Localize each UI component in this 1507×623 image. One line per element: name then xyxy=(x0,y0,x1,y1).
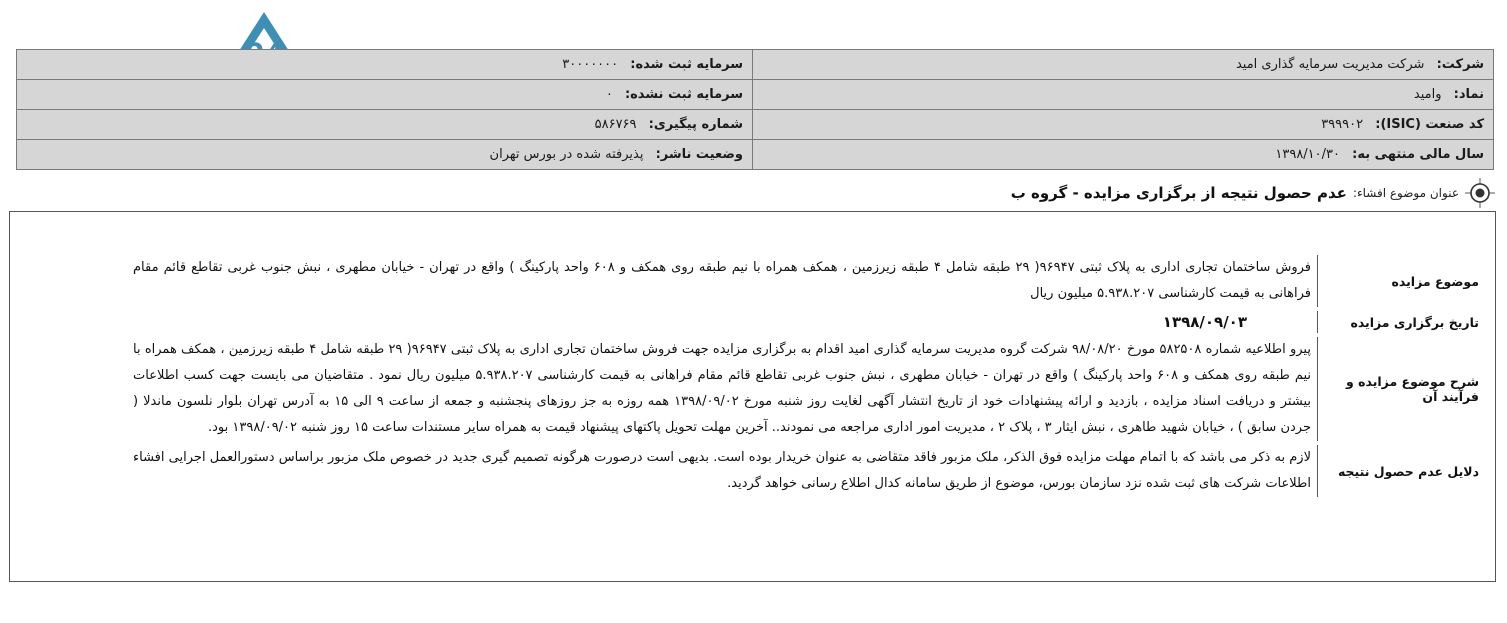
detail-label: تاریخ برگزاری مزایده xyxy=(1317,311,1483,333)
detail-row-description xyxy=(133,337,1483,441)
target-bullet-icon xyxy=(1465,178,1495,208)
symbol-cell xyxy=(753,80,1494,110)
detail-rows xyxy=(133,255,1483,501)
company-value: شرکت مدیریت سرمایه گذاری امید xyxy=(1235,57,1425,72)
symbol-value: وامید xyxy=(1413,87,1442,102)
detail-label: دلایل عدم حصول نتیجه xyxy=(1317,445,1483,497)
unregistered-capital-cell xyxy=(17,80,753,110)
tracking-number-label: شماره پیگیری: xyxy=(648,117,743,132)
publisher-status-cell xyxy=(17,140,753,170)
info-row xyxy=(17,110,1494,140)
isic-cell xyxy=(753,110,1494,140)
company-cell xyxy=(753,50,1494,80)
detail-row-date xyxy=(133,311,1483,333)
publisher-status-value: پذیرفته شده در بورس تهران xyxy=(489,147,644,162)
registered-capital-value: ۳۰۰۰۰۰۰۰ xyxy=(562,57,619,72)
detail-text: پیرو اطلاعیه شماره ۵۸۲۵۰۸ مورخ ۹۸/۰۸/۲۰ شرکت گروه مدیریت سرمایه گذاری امید اقدام به برگزاری مزایده جهت فروش ساختمان تجاری اداری به پلاک ثبتی ۹۶۹۴۷( ۲۹ طبقه شامل ۴ طبقه زیرزمین ، همکف همراه با نیم طبقه روی همکف و ۶۰۸ واحد پارکینگ ) واقع در تهران - خیابان مطهری ، نبش جنوب غربی تقاطع قائم مقام فراهانی به قیمت کارشناسی ۵.۹۳۸.۲۰۷ میلیون ریال نمود . متقاضیان می بایست جهت کسب اطلاعات بیشتر و دریافت اسناد مزایده ، بازدید و ارائه پیشنهادات خود از تاریخ انتشار آگهی لغایت روز شنبه مورخ ۱۳۹۸/۰۹/۰۲ همه روزه به جز روزهای پنجشنبه و جمعه از ساعت ۹ الی ۱۵ به آدرس تهران بلوار نلسون ماندلا ( جردن سابق ) ، خیابان شهید طاهری ، نبش ایثار ۳ ، پلاک ۲ ، مدیریت امور اداری مراجعه می نمودند.. آخرین مهلت تحویل پاکتهای پیشنهاد قیمت به همراه سایر مستندات ساعت ۱۵ روز شنبه ۱۳۹۸/۰۹/۰۲ بود. xyxy=(133,342,1312,435)
registered-capital-label: سرمایه ثبت شده: xyxy=(630,57,743,72)
fiscal-year-label: سال مالی منتهی به: xyxy=(1352,147,1484,162)
subject-label: عنوان موضوع افشاء: xyxy=(1352,186,1459,200)
isic-value: ۳۹۹۹۰۲ xyxy=(1321,117,1364,132)
registered-capital-cell xyxy=(17,50,753,80)
company-info-table xyxy=(16,49,1494,170)
detail-label: شرح موضوع مزایده و فرآیند آن xyxy=(1317,337,1483,441)
unregistered-capital-value: ۰ xyxy=(605,87,613,102)
disclosure-content xyxy=(9,211,1496,582)
publisher-status-label: وضعیت ناشر: xyxy=(655,147,743,162)
tracking-number-value: ۵۸۶۷۶۹ xyxy=(594,117,637,132)
disclosure-subject xyxy=(795,176,1495,210)
info-row xyxy=(17,140,1494,170)
detail-label: موضوع مزایده xyxy=(1317,255,1483,307)
tracking-number-cell xyxy=(17,110,753,140)
detail-row-reasons xyxy=(133,445,1483,497)
detail-text: فروش ساختمان تجاری اداری به پلاک ثبتی ۹۶۹۴۷( ۲۹ طبقه شامل ۴ طبقه زیرزمین ، همکف همراه با نیم طبقه روی همکف و ۶۰۸ واحد پارکینگ ) واقع در تهران - خیابان مطهری ، نبش جنوب غربی تقاطع قائم مقام فراهانی به قیمت کارشناسی ۵.۹۳۸.۲۰۷ میلیون ریال xyxy=(133,260,1312,301)
detail-text: ۱۳۹۸/۰۹/۰۳ xyxy=(1162,313,1247,331)
company-label: شرکت: xyxy=(1436,57,1484,72)
info-row xyxy=(17,50,1494,80)
info-row xyxy=(17,80,1494,110)
detail-row-subject xyxy=(133,255,1483,307)
symbol-label: نماد: xyxy=(1453,87,1484,102)
detail-text: لازم به ذکر می باشد که با اتمام مهلت مزایده فوق الذکر، ملک مزبور فاقد متقاضی به عنوان خریدار بوده است. بدیهی است درصورت هرگونه تصمیم گیری جدید در خصوص ملک مزبور براساس دستورالعمل اجرایی افشاء اطلاعات شرکت های ثبت شده نزد سازمان بورس، موضوع از طریق سامانه کدال اطلاع رسانی خواهد گردید. xyxy=(133,450,1311,491)
unregistered-capital-label: سرمایه ثبت نشده: xyxy=(624,87,743,102)
subject-title: عدم حصول نتیجه از برگزاری مزایده - گروه ب xyxy=(1010,184,1347,202)
fiscal-year-cell xyxy=(753,140,1494,170)
fiscal-year-value: ۱۳۹۸/۱۰/۳۰ xyxy=(1275,147,1340,162)
isic-label: کد صنعت (ISIC): xyxy=(1375,117,1484,132)
